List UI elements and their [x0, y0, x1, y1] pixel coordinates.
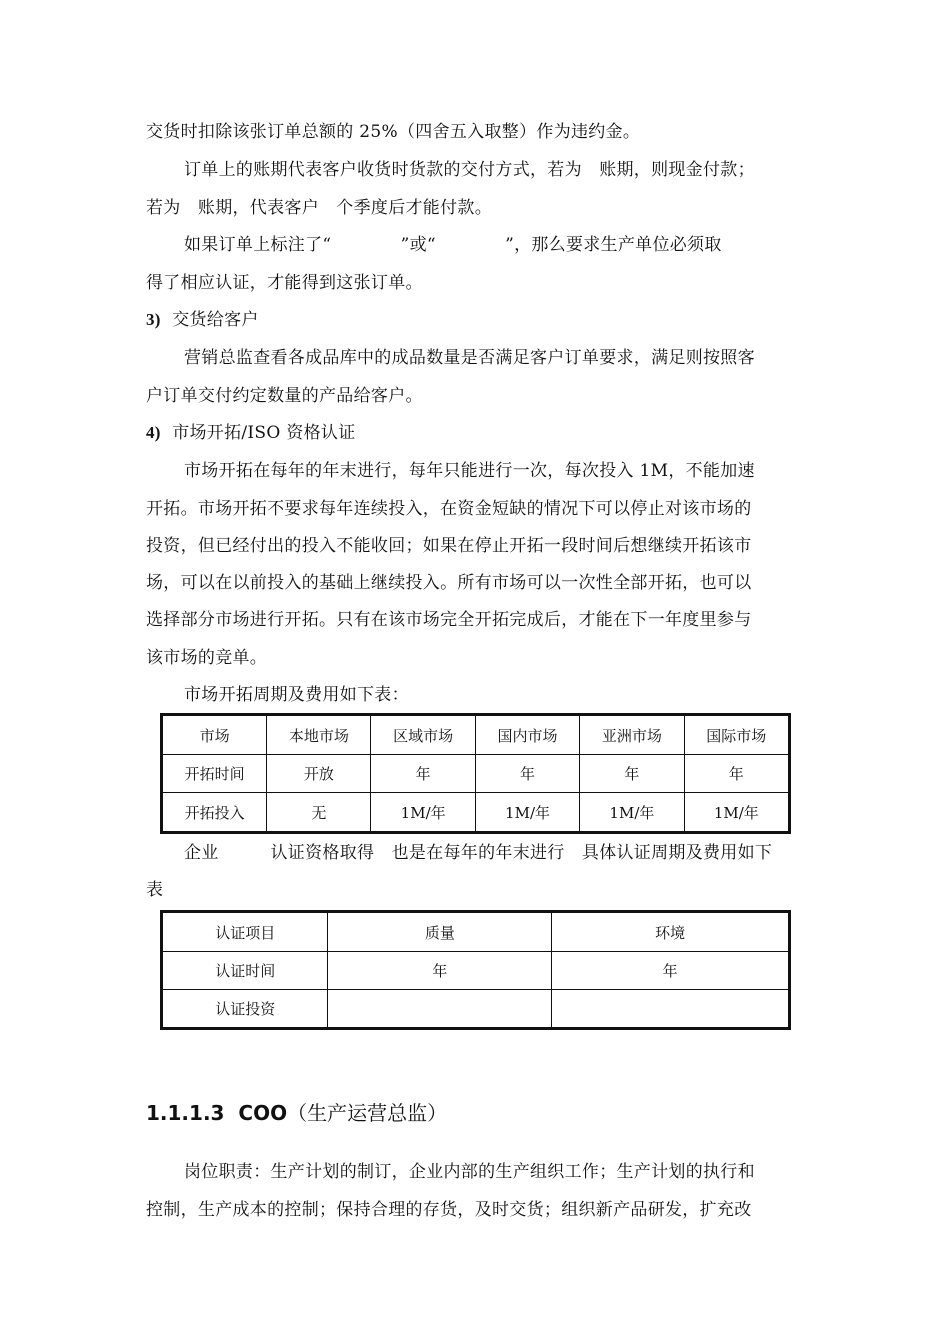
certification-table — [160, 910, 791, 1030]
table-cell: 年 — [684, 755, 789, 793]
subheading-number: 3) — [146, 310, 161, 329]
table-row — [162, 793, 790, 833]
table-cell: 年 — [552, 952, 790, 990]
table-row — [162, 952, 790, 990]
table-cell: 1M/年 — [684, 793, 789, 833]
section-heading — [146, 1097, 447, 1126]
table-cell: 1M/年 — [580, 793, 684, 833]
paragraph-iso-intro-cont: 表 — [146, 880, 164, 900]
table-cell: 本地市场 — [267, 715, 371, 755]
table-cell: 无 — [267, 793, 371, 833]
table-row — [162, 912, 790, 952]
paragraph-market-dev-cont: 开拓。市场开拓不要求每年连续投入，在资金短缺的情况下可以停止对该市场的 — [146, 499, 752, 519]
paragraph-market-table-caption: 市场开拓周期及费用如下表： — [184, 685, 409, 705]
paragraph-deliver: 营销总监查看各成品库中的成品数量是否满足客户订单要求，满足则按照客 — [184, 348, 755, 368]
table-cell: 1M/年 — [371, 793, 475, 833]
paragraph-coo-duties-cont: 控制，生产成本的控制；保持合理的存货，及时交货；组织新产品研发，扩充改 — [146, 1200, 752, 1220]
paragraph-certification-req-cont: 得了相应认证，才能得到这张订单。 — [146, 273, 423, 293]
table-cell — [328, 990, 552, 1029]
table-cell: 国际市场 — [684, 715, 789, 755]
table-row — [162, 715, 790, 755]
paragraph-market-dev-cont: 投资，但已经付出的投入不能收回；如果在停止开拓一段时间后想继续开拓该市 — [146, 536, 752, 556]
paragraph-certification-req: 如果订单上标注了“ ”或“ ”，那么要求生产单位必须取 — [184, 235, 722, 255]
table-cell: 年 — [580, 755, 684, 793]
paragraph-payment-terms-cont: 若为 账期，代表客户 个季度后才能付款。 — [146, 198, 492, 218]
table-row — [162, 755, 790, 793]
table-cell: 年 — [475, 755, 579, 793]
table-cell: 亚洲市场 — [580, 715, 684, 755]
table-cell: 质量 — [328, 912, 552, 952]
market-table — [160, 713, 791, 834]
paragraph-market-dev: 市场开拓在每年的年末进行，每年只能进行一次，每次投入 1M，不能加速 — [184, 461, 755, 481]
table-cell: 环境 — [552, 912, 790, 952]
table-cell: 开拓投入 — [162, 793, 267, 833]
table-cell: 认证投资 — [162, 990, 328, 1029]
paragraph-deliver-cont: 户订单交付约定数量的产品给客户。 — [146, 386, 423, 406]
paragraph-payment-terms: 订单上的账期代表客户收货时货款的交付方式，若为 账期，则现金付款； — [184, 160, 755, 180]
subheading-deliver — [146, 310, 259, 330]
subheading-text: 交货给客户 — [172, 310, 259, 330]
table-cell: 市场 — [162, 715, 267, 755]
table-cell: 国内市场 — [475, 715, 579, 755]
table-cell: 开放 — [267, 755, 371, 793]
section-title-cn: （生产运营总监） — [287, 1101, 448, 1125]
paragraph-market-dev-cont: 该市场的竞单。 — [146, 648, 268, 668]
table-cell: 1M/年 — [475, 793, 579, 833]
paragraph-penalty: 交货时扣除该张订单总额的 25%（四舍五入取整）作为违约金。 — [146, 122, 641, 142]
table-cell: 区域市场 — [371, 715, 475, 755]
paragraph-market-dev-cont: 场，可以在以前投入的基础上继续投入。所有市场可以一次性全部开拓，也可以 — [146, 573, 752, 593]
table-cell — [552, 990, 790, 1029]
table-cell: 认证项目 — [162, 912, 328, 952]
paragraph-market-dev-cont: 选择部分市场进行开拓。只有在该市场完全开拓完成后，才能在下一年度里参与 — [146, 610, 752, 630]
table-cell: 开拓时间 — [162, 755, 267, 793]
section-title: COO — [238, 1101, 288, 1125]
subheading-market-iso — [146, 423, 356, 443]
table-row — [162, 990, 790, 1029]
table-cell: 年 — [328, 952, 552, 990]
table-cell: 认证时间 — [162, 952, 328, 990]
subheading-number: 4) — [146, 423, 161, 442]
table-cell: 年 — [371, 755, 475, 793]
paragraph-coo-duties: 岗位职责：生产计划的制订，企业内部的生产组织工作；生产计划的执行和 — [184, 1162, 755, 1182]
paragraph-iso-intro: 企业 认证资格取得 也是在每年的年末进行 具体认证周期及费用如下 — [184, 843, 773, 863]
section-number: 1.1.1.3 — [146, 1101, 225, 1125]
subheading-text: 市场开拓/ISO 资格认证 — [172, 423, 356, 443]
